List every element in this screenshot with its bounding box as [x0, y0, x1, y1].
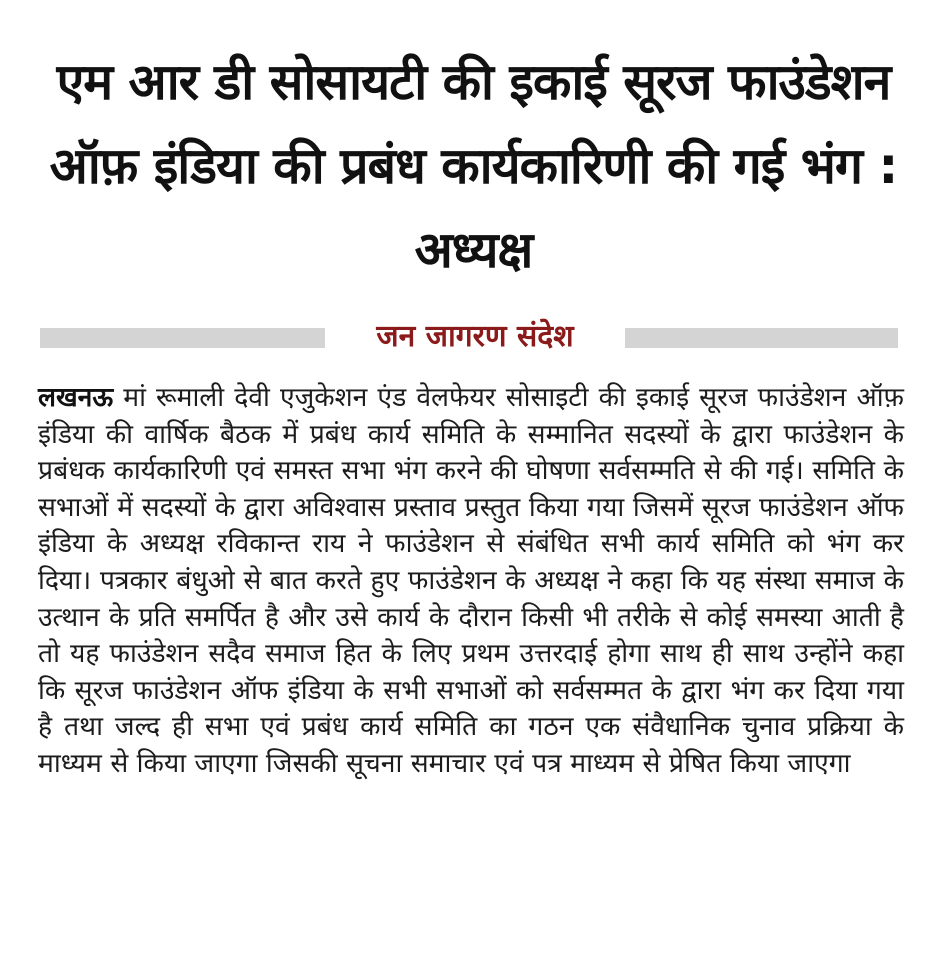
article-dateline: लखनऊ — [38, 382, 114, 413]
article-body — [38, 380, 904, 783]
article-byline: जन जागरण संदेश — [325, 314, 625, 360]
article-body-text: मां रूमाली देवी एजुकेशन एंड वेलफेयर सोसाइटी की इकाई सूरज फाउंडेशन ऑफ़ इंडिया की वार्षिक बैठक में प्रबंध कार्य समिति के सम्मानित सदस्यों के द्वारा फाउंडेशन के प्रबंधक कार्यकारिणी एवं समस्त सभा भंग करने की घोषणा सर्वसम्मति से की गई। समिति के सभाओं में सदस्यों के द्वारा अविश्वास प्रस्ताव प्रस्तुत किया गया जिसमें सूरज फाउंडेशन ऑफ इंडिया के अध्यक्ष रविकान्त राय ने फाउंडेशन से संबंधित सभी कार्य समिति को भंग कर दिया। पत्रकार बंधुओ से बात करते हुए फाउंडेशन के अध्यक्ष ने कहा कि यह संस्था समाज के उत्थान के प्रति समर्पित है और उसे कार्य के दौरान किसी भी तरीके से कोई समस्या आती है तो यह फाउंडेशन सदैव समाज हित के लिए प्रथम उत्तरदाई होगा साथ ही साथ उन्होंने कहा कि सूरज फाउंडेशन ऑफ इंडिया के सभी सभाओं को सर्वसम्मत के द्वारा भंग कर दिया गया है तथा जल्द ही सभा एवं प्रबंध कार्य समिति का गठन एक संवैधानिक चुनाव प्रक्रिया के माध्यम से किया जाएगा जिसकी सूचना समाचार एवं पत्र माध्यम से प्रेषित किया जाएगा — [38, 382, 904, 779]
article-headline: एम आर डी सोसायटी की इकाई सूरज फाउंडेशन ऑफ़ इंडिया की प्रबंध कार्यकारिणी की गई भंग : अध्यक्ष — [49, 53, 898, 279]
